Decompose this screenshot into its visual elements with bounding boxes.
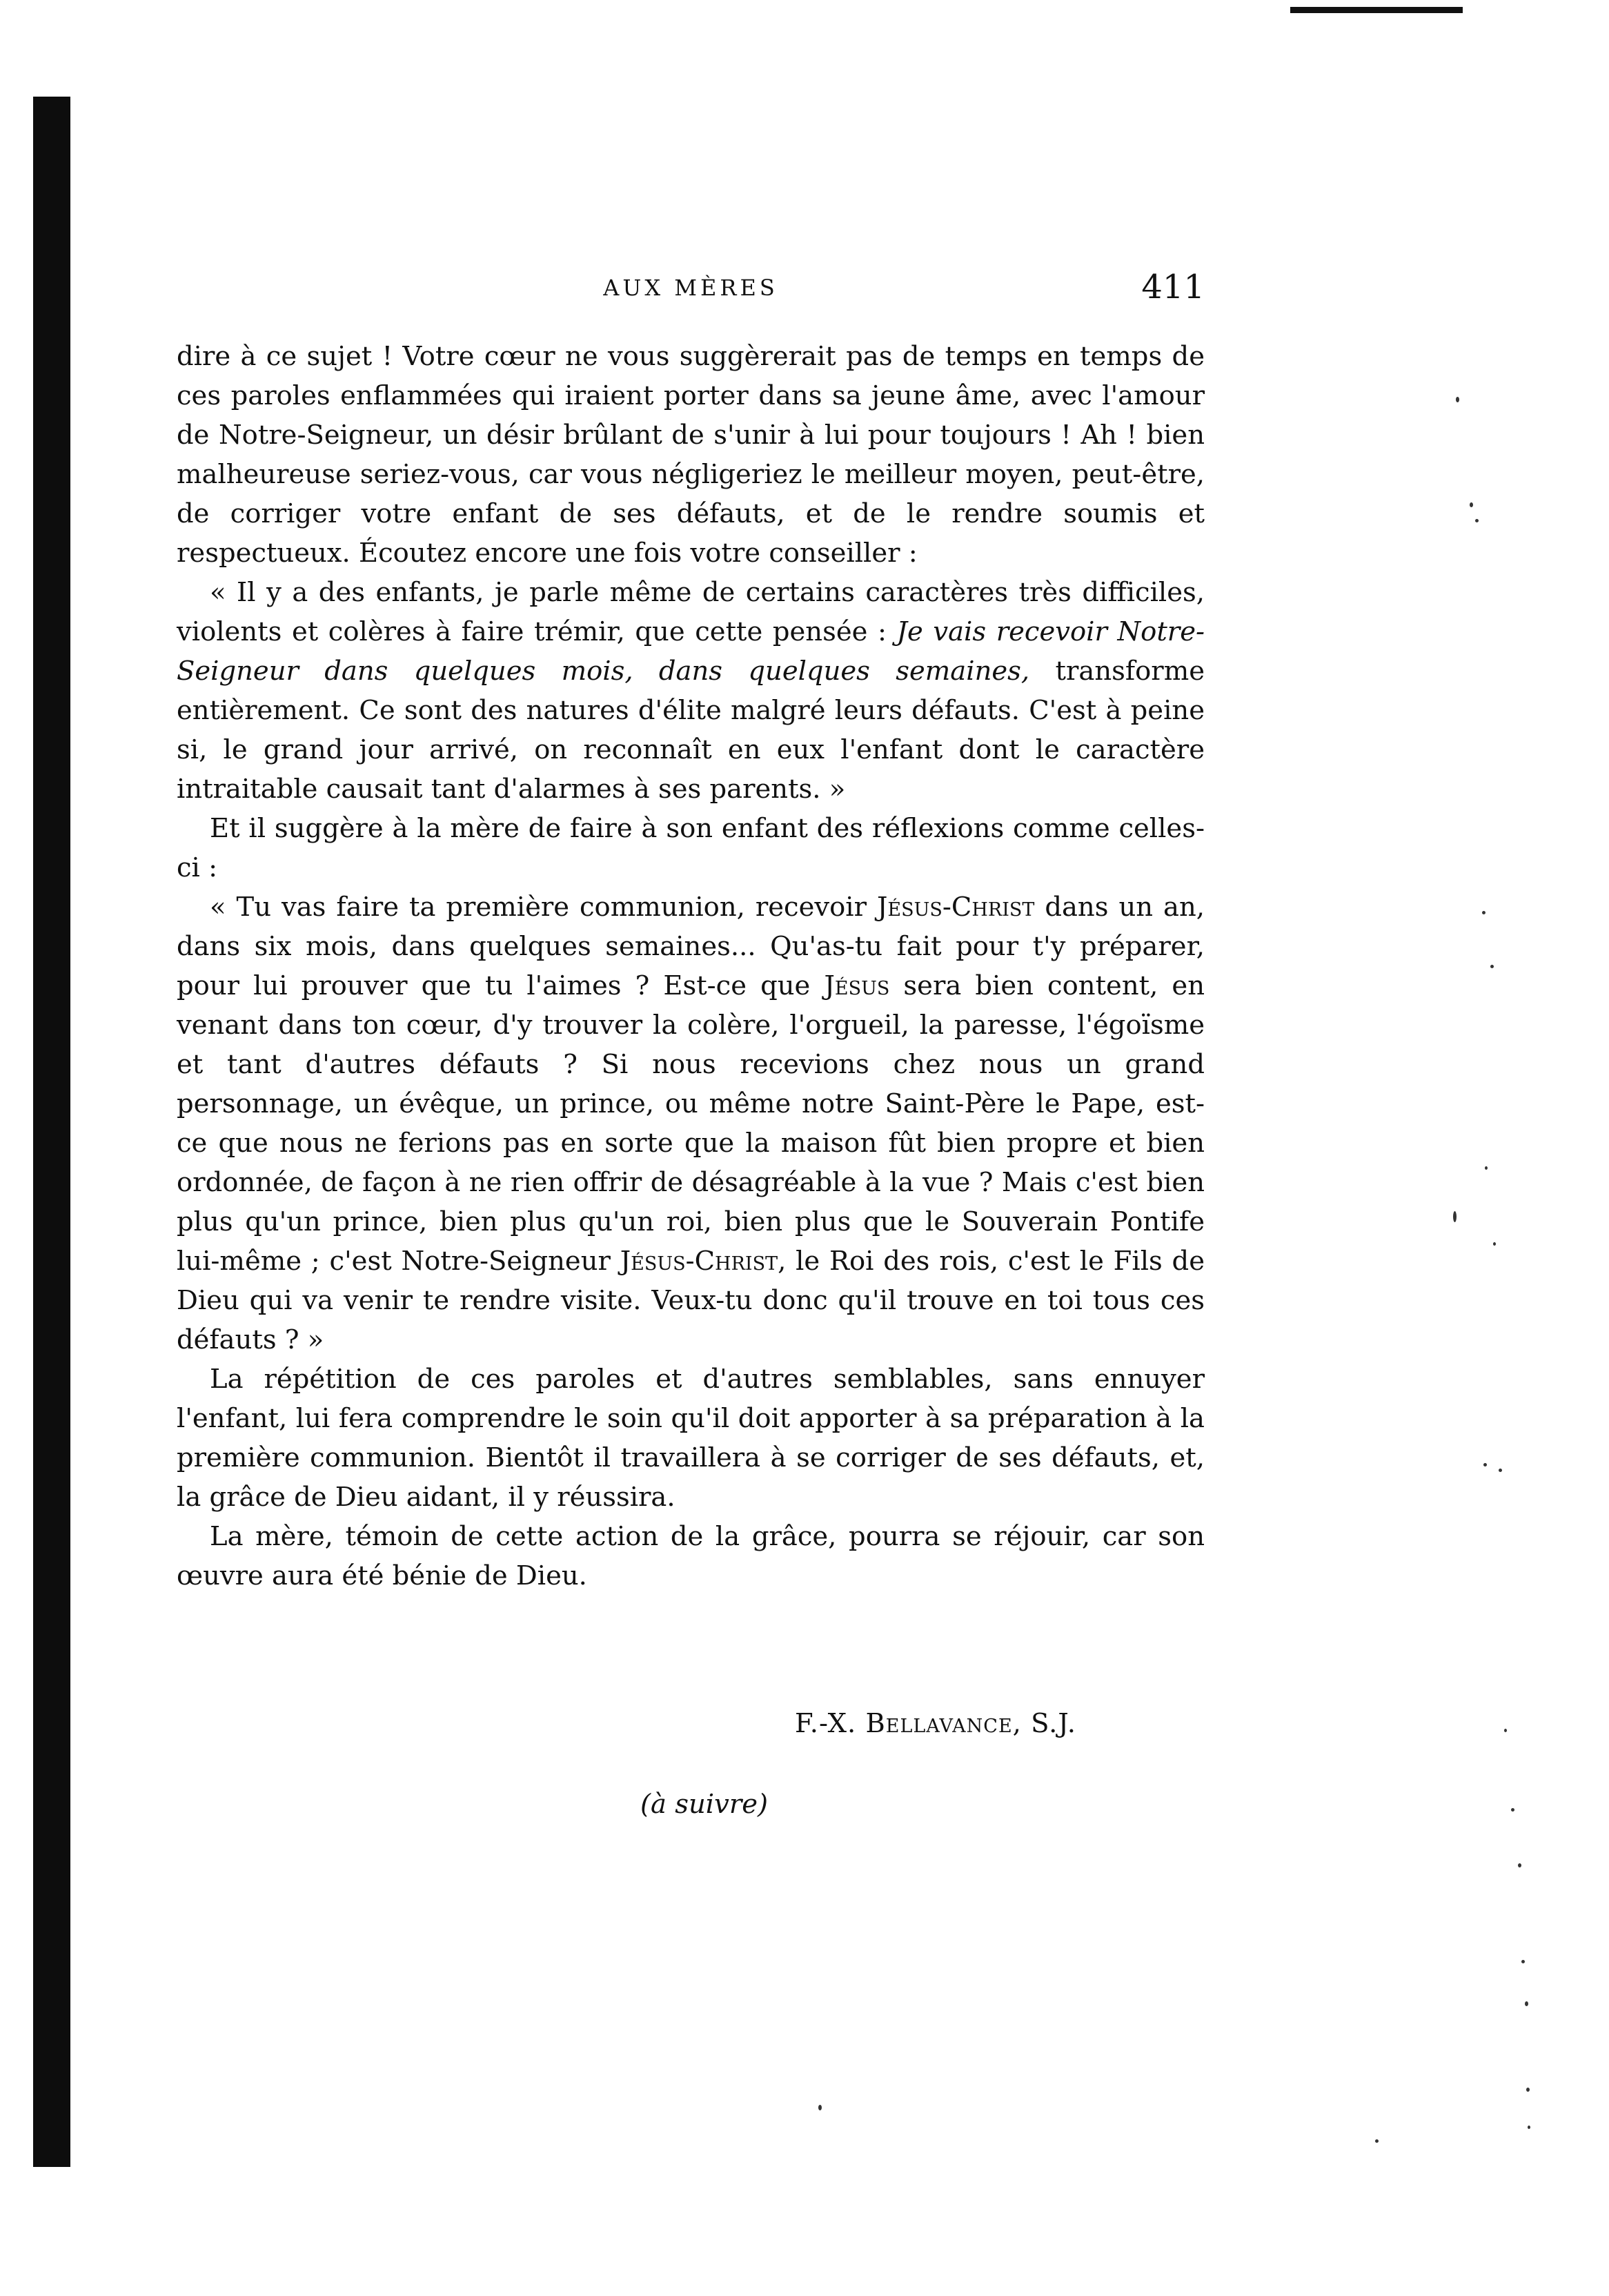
paragraph-3: Et il suggère à la mère de faire à son enfant des réflexions comme celles-ci : (177, 813, 1205, 883)
scan-speck (1375, 2139, 1379, 2143)
scan-speck (1490, 965, 1494, 968)
scan-speck (1485, 1166, 1488, 1170)
quote-text-c: sera bien content, en venant dans ton cœur, d'y trouver la colère, l'orgueil, la paresse, l'égoïsme et tant d'autres défauts ? Si nous recevions chez nous un grand personnage, un évêque, un prince, ou même notre Saint-Père le Pape, est-ce que nous ne ferions pas en sorte que la maison fût bien propre et bien ordonnée, de façon à ne rien offrir de désagréable à la vue ? Mais c'est bien plus qu'un prince, bien plus qu'un roi, bien plus que le Souverain Pontife lui-même ; c'est Notre-Seigneur (177, 970, 1205, 1277)
quote-italic: Je vais recevoir Notre-Seigneur dans quelques mois, dans quelques semaines, (177, 616, 1205, 687)
paragraph-2-quote (177, 573, 1205, 809)
running-title: AUX MÈRES (603, 275, 778, 301)
scan-speck (1504, 1729, 1507, 1732)
scan-speck (1470, 502, 1473, 507)
scan-speck (1526, 2088, 1530, 2092)
scan-speck (1482, 911, 1485, 914)
page-number: 411 (1141, 268, 1205, 306)
quote-text-b: transforme entièrement. Ce sont des natures d'élite malgré leurs défauts. C'est à peine si, le grand jour arrivé, on reconnaît en eux l'enfant dont le caractère intraitable causait tant d'alarmes à ses parents. » (177, 656, 1205, 805)
quote-text-a: « Tu vas faire ta première communion, recevoir (210, 892, 877, 923)
scan-speck (1511, 1808, 1514, 1812)
scan-speck (1499, 1469, 1502, 1472)
scan-speck (818, 2105, 822, 2110)
paragraph-1: dire à ce sujet ! Votre cœur ne vous suggèrerait pas de temps en temps de ces paroles enflammées qui iraient porter dans sa jeune âme, avec l'amour de Notre-Seigneur, un désir brûlant de s'unir à lui pour toujours ! Ah ! bien malheureuse seriez-vous, car vous négligeriez le meilleur moyen, peut-être, de corriger votre enfant de ses défauts, et de le rendre soumis et respectueux. Écoutez encore une fois votre conseiller : (177, 341, 1205, 569)
name-jesus: Jésus (824, 970, 890, 1001)
paragraph-4-quote (177, 887, 1205, 1360)
scan-speck (1475, 519, 1479, 522)
scan-speck (1528, 2126, 1530, 2129)
scan-speck (1518, 1863, 1521, 1867)
scan-speck (1493, 1242, 1496, 1246)
scan-speck (1483, 1463, 1487, 1466)
quote-text-b: dans un an, dans six mois, dans quelques semaines... Qu'as-tu fait pour t'y préparer, pour lui prouver que tu l'aimes ? Est-ce que (177, 892, 1205, 1001)
paragraph-5: La répétition de ces paroles et d'autres semblables, sans ennuyer l'enfant, lui fera comprendre le soin qu'il doit apporter à sa préparation à la première communion. Bientôt il travaillera à se corriger de ses défauts, et, la grâce de Dieu aidant, il y réussira. (177, 1364, 1205, 1513)
scan-speck (1525, 2001, 1528, 2006)
quote-text-d: , le Roi des rois, c'est le Fils de Dieu qui va venir te rendre visite. Veux-tu donc qu'il trouve en toi tous ces défauts ? » (177, 1246, 1205, 1355)
scan-speck (1456, 397, 1459, 402)
running-head (177, 268, 1205, 312)
author-signature: F.-X. Bellavance, S.J. (795, 1708, 1077, 1739)
scan-speck (1453, 1211, 1457, 1222)
name-jesus-christ: Jésus-Christ (620, 1246, 778, 1277)
quote-text-a: « Il y a des enfants, je parle même de certains caractères très difficiles, violents et colères à faire trémir, que cette pensée : (177, 577, 1205, 647)
body-text (177, 337, 1205, 1596)
scan-speck (1521, 1960, 1525, 1963)
name-jesus-christ: Jésus-Christ (876, 892, 1035, 923)
to-be-continued: (à suivre) (640, 1789, 769, 1820)
paragraph-6: La mère, témoin de cette action de la grâce, pourra se réjouir, car son œuvre aura été bénie de Dieu. (177, 1521, 1205, 1591)
